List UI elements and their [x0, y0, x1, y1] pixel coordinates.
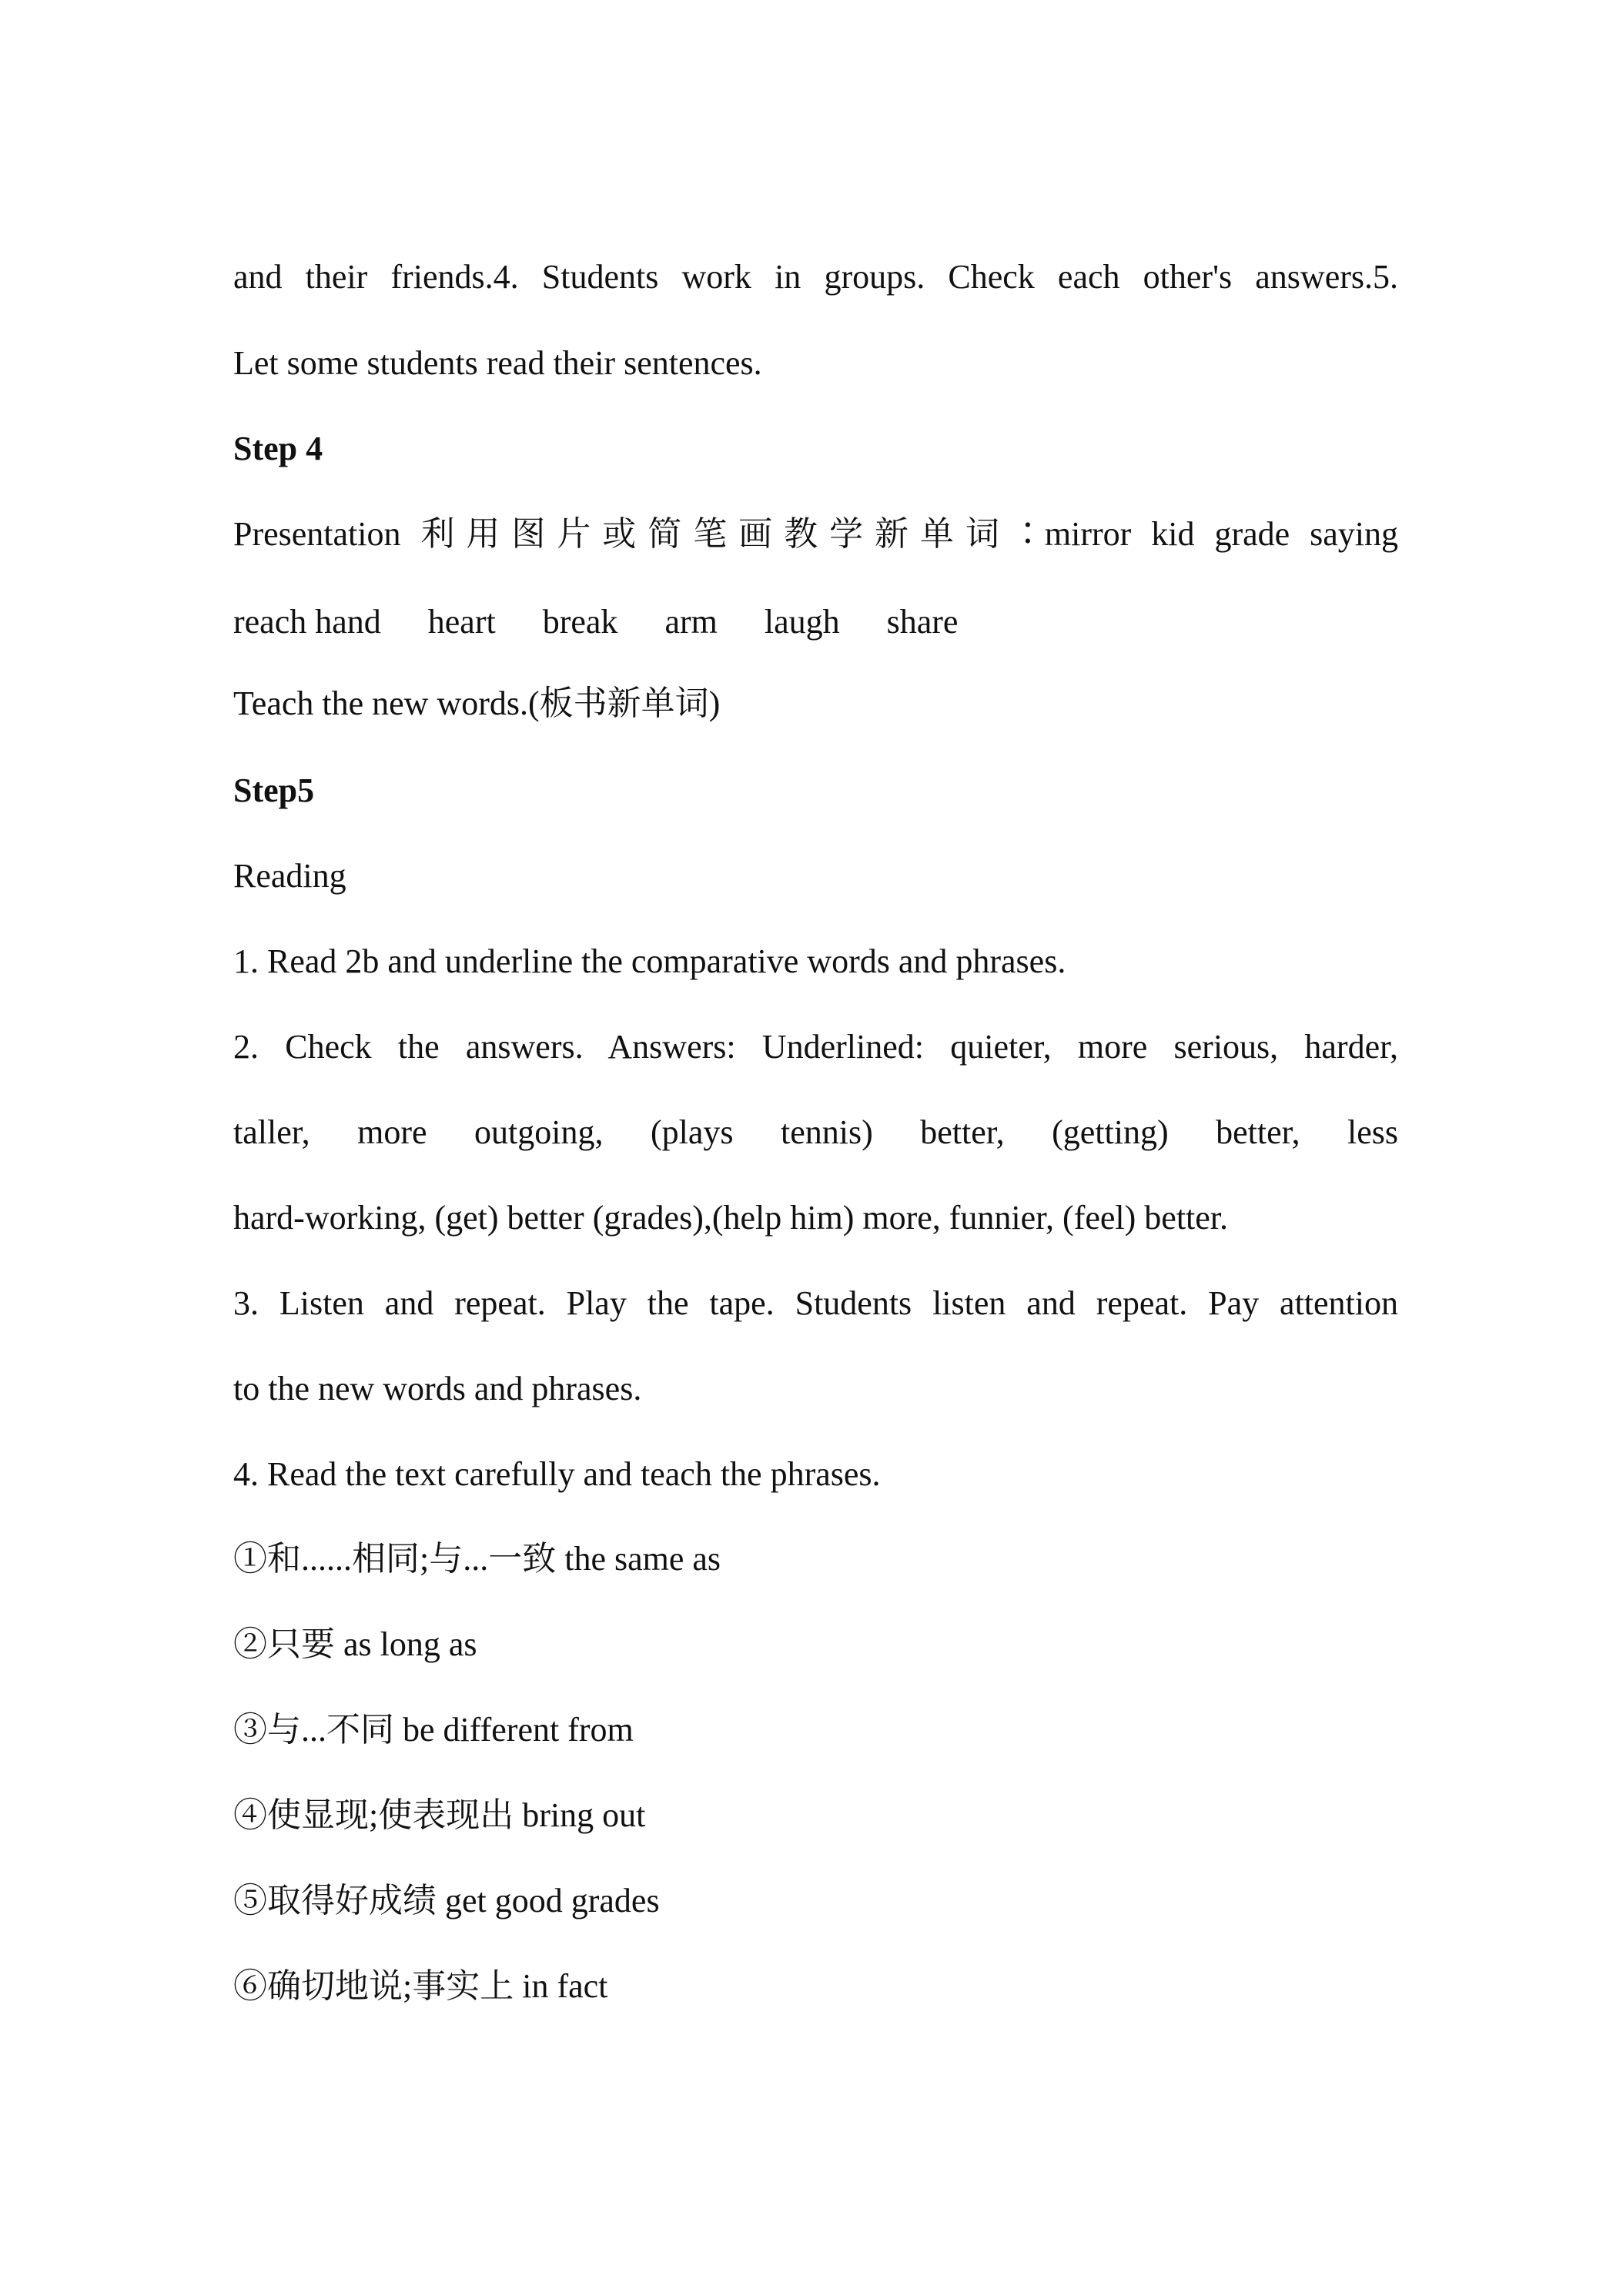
phrase-item: ⑤取得好成绩 get good grades — [233, 1882, 660, 1919]
section-label: Reading — [233, 857, 346, 895]
paragraph-line: 4. Read the text carefully and teach the phrases. — [233, 1455, 881, 1493]
paragraph-line: to the new words and phrases. — [233, 1370, 642, 1407]
phrase-item: ②只要 as long as — [233, 1625, 477, 1663]
paragraph-line: hard-working, (get) better (grades),(help him) more, funnier, (feel) better. — [233, 1199, 1229, 1237]
paragraph-line: 3. Listen and repeat. Play the tape. Students listen and repeat. Pay attention — [233, 1284, 1398, 1322]
vocabulary-word: share — [886, 603, 959, 641]
vocabulary-word: laugh — [764, 603, 840, 641]
paragraph-line: Presentation 利用图片或简笔画教学新单词∶mirror kid grade saying — [233, 515, 1398, 553]
paragraph-line: Teach the new words.(板书新单词) — [233, 684, 721, 722]
vocabulary-word: heart — [427, 603, 496, 641]
paragraph-line: 1. Read 2b and underline the comparative words and phrases. — [233, 942, 1066, 980]
step-heading: Step5 — [233, 771, 315, 809]
vocabulary-word: arm — [664, 603, 718, 641]
paragraph-line: Let some students read their sentences. — [233, 344, 762, 382]
phrase-item: ④使显现;使表现出 bring out — [233, 1796, 646, 1834]
paragraph-line: and their friends.4. Students work in groups. Check each other's answers.5. — [233, 258, 1398, 296]
phrase-item: ③与...不同 be different from — [233, 1711, 634, 1749]
step-heading: Step 4 — [233, 430, 323, 467]
phrase-item: ⑥确切地说;事实上 in fact — [233, 1967, 608, 2005]
paragraph-line: taller, more outgoing, (plays tennis) better, (getting) better, less — [233, 1113, 1398, 1151]
vocabulary-line — [233, 599, 958, 645]
phrase-item: ①和......相同;与...一致 the same as — [233, 1540, 721, 1578]
vocabulary-word: break — [542, 603, 618, 641]
vocabulary-word: reach hand — [233, 603, 381, 641]
paragraph-line: 2. Check the answers. Answers: Underlined: quieter, more serious, harder, — [233, 1028, 1398, 1066]
